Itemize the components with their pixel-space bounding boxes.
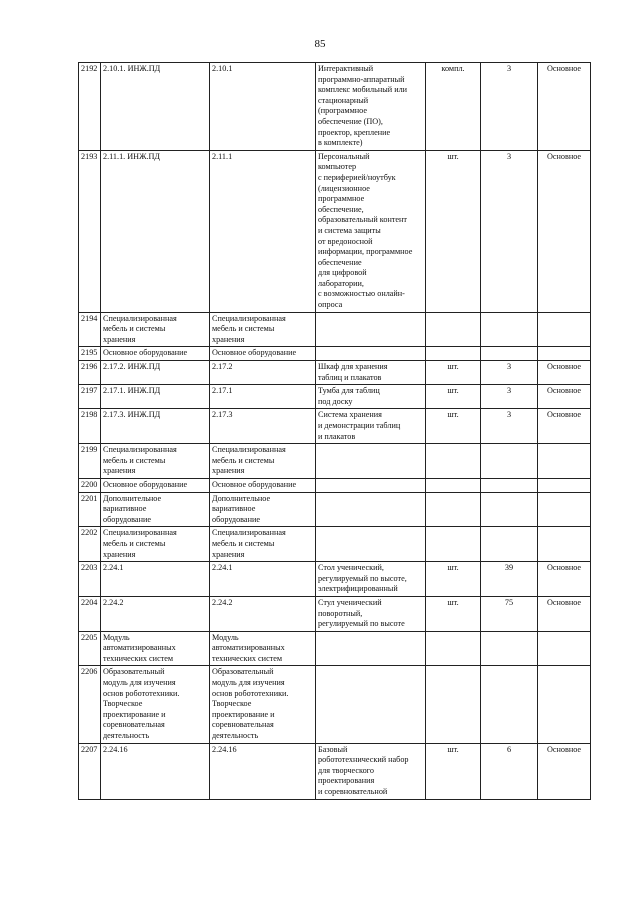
item-category: Основное xyxy=(538,150,591,312)
item-code: 2.24.16 xyxy=(101,743,210,799)
item-quantity: 3 xyxy=(481,63,538,151)
item-unit: шт. xyxy=(426,361,481,385)
item-code: Специализированная мебель и системы хранения xyxy=(101,527,210,562)
item-unit: компл. xyxy=(426,63,481,151)
item-name: Интерактивный программно-аппаратный комплекс мобильный или стационарный (программное обеспечение (ПО), проектор, крепление в комплекте) xyxy=(316,63,426,151)
item-quantity: 3 xyxy=(481,150,538,312)
table-row xyxy=(79,743,591,799)
item-code: 2.24.1 xyxy=(101,562,210,597)
item-name xyxy=(316,631,426,666)
table-row xyxy=(79,150,591,312)
item-quantity xyxy=(481,312,538,347)
item-code: Образовательный модуль для изучения основ робототехники. Творческое проектирование и соревновательная деятельность xyxy=(101,666,210,743)
item-category: Основное xyxy=(538,409,591,444)
item-quantity xyxy=(481,631,538,666)
item-code-short: 2.17.3 xyxy=(210,409,316,444)
item-name: Стол ученический, регулируемый по высоте, электрифицированный xyxy=(316,562,426,597)
table-row xyxy=(79,492,591,527)
item-quantity: 39 xyxy=(481,562,538,597)
item-quantity xyxy=(481,347,538,361)
table-row xyxy=(79,63,591,151)
item-code: Модуль автоматизированных технических систем xyxy=(101,631,210,666)
equipment-table xyxy=(78,62,591,800)
item-quantity xyxy=(481,478,538,492)
item-code-short: Специализированная мебель и системы хранения xyxy=(210,444,316,479)
row-number: 2200 xyxy=(79,478,101,492)
item-code: 2.24.2 xyxy=(101,596,210,631)
item-name xyxy=(316,312,426,347)
item-unit xyxy=(426,666,481,743)
item-code: Специализированная мебель и системы хранения xyxy=(101,444,210,479)
item-unit xyxy=(426,527,481,562)
item-code-short: Основное оборудование xyxy=(210,347,316,361)
table-row xyxy=(79,478,591,492)
item-name xyxy=(316,666,426,743)
item-unit xyxy=(426,631,481,666)
item-category: Основное xyxy=(538,743,591,799)
item-category xyxy=(538,631,591,666)
item-category: Основное xyxy=(538,63,591,151)
row-number: 2194 xyxy=(79,312,101,347)
row-number: 2198 xyxy=(79,409,101,444)
row-number: 2203 xyxy=(79,562,101,597)
item-quantity: 75 xyxy=(481,596,538,631)
item-name xyxy=(316,347,426,361)
item-name xyxy=(316,492,426,527)
row-number: 2207 xyxy=(79,743,101,799)
item-quantity: 3 xyxy=(481,385,538,409)
item-category: Основное xyxy=(538,385,591,409)
row-number: 2196 xyxy=(79,361,101,385)
item-code-short: 2.11.1 xyxy=(210,150,316,312)
table-row xyxy=(79,409,591,444)
table-row xyxy=(79,666,591,743)
table-row xyxy=(79,631,591,666)
table-row xyxy=(79,596,591,631)
item-name: Персональный компьютер с периферией/ноутбук (лицензионное программное обеспечение, образовательный контент и система защиты от вредоносной информации, программное обеспечение для цифровой лаборатории, с возможностью онлайн- опроса xyxy=(316,150,426,312)
item-unit: шт. xyxy=(426,743,481,799)
item-category xyxy=(538,347,591,361)
item-quantity: 6 xyxy=(481,743,538,799)
item-name: Система хранения и демонстрации таблиц и плакатов xyxy=(316,409,426,444)
item-name: Шкаф для хранения таблиц и плакатов xyxy=(316,361,426,385)
item-category: Основное xyxy=(538,562,591,597)
item-category xyxy=(538,527,591,562)
row-number: 2195 xyxy=(79,347,101,361)
item-unit: шт. xyxy=(426,150,481,312)
row-number: 2193 xyxy=(79,150,101,312)
row-number: 2204 xyxy=(79,596,101,631)
item-code: 2.17.2. ИНЖ.ПД xyxy=(101,361,210,385)
item-code-short: Специализированная мебель и системы хранения xyxy=(210,527,316,562)
item-name xyxy=(316,527,426,562)
item-category: Основное xyxy=(538,596,591,631)
item-unit xyxy=(426,478,481,492)
table-row xyxy=(79,527,591,562)
table-row xyxy=(79,385,591,409)
table-row xyxy=(79,347,591,361)
item-unit: шт. xyxy=(426,385,481,409)
item-quantity xyxy=(481,527,538,562)
item-code-short: 2.24.1 xyxy=(210,562,316,597)
item-code: Дополнительное вариативное оборудование xyxy=(101,492,210,527)
item-unit xyxy=(426,312,481,347)
item-code: 2.17.1. ИНЖ.ПД xyxy=(101,385,210,409)
item-code-short: Модуль автоматизированных технических систем xyxy=(210,631,316,666)
item-code: 2.11.1. ИНЖ.ПД xyxy=(101,150,210,312)
item-code-short: Образовательный модуль для изучения основ робототехники. Творческое проектирование и соревновательная деятельность xyxy=(210,666,316,743)
item-name: Базовый робототехнический набор для творческого проектирования и соревновательной xyxy=(316,743,426,799)
item-name xyxy=(316,478,426,492)
item-unit: шт. xyxy=(426,409,481,444)
item-code-short: Дополнительное вариативное оборудование xyxy=(210,492,316,527)
item-code-short: Специализированная мебель и системы хранения xyxy=(210,312,316,347)
item-code-short: 2.17.2 xyxy=(210,361,316,385)
item-unit xyxy=(426,347,481,361)
row-number: 2202 xyxy=(79,527,101,562)
item-name xyxy=(316,444,426,479)
item-code-short: 2.24.16 xyxy=(210,743,316,799)
row-number: 2205 xyxy=(79,631,101,666)
item-quantity: 3 xyxy=(481,409,538,444)
item-quantity xyxy=(481,666,538,743)
item-code-short: Основное оборудование xyxy=(210,478,316,492)
row-number: 2199 xyxy=(79,444,101,479)
item-unit: шт. xyxy=(426,562,481,597)
item-code-short: 2.10.1 xyxy=(210,63,316,151)
item-code: 2.17.3. ИНЖ.ПД xyxy=(101,409,210,444)
item-name: Тумба для таблиц под доску xyxy=(316,385,426,409)
item-unit: шт. xyxy=(426,596,481,631)
item-unit xyxy=(426,444,481,479)
item-category xyxy=(538,492,591,527)
item-quantity: 3 xyxy=(481,361,538,385)
item-quantity xyxy=(481,492,538,527)
item-category xyxy=(538,444,591,479)
item-code: Основное оборудование xyxy=(101,347,210,361)
table-row xyxy=(79,361,591,385)
item-category xyxy=(538,478,591,492)
item-code: Специализированная мебель и системы хранения xyxy=(101,312,210,347)
row-number: 2197 xyxy=(79,385,101,409)
item-category xyxy=(538,666,591,743)
row-number: 2192 xyxy=(79,63,101,151)
table-row xyxy=(79,562,591,597)
item-code: Основное оборудование xyxy=(101,478,210,492)
item-name: Стул ученический поворотный, регулируемый по высоте xyxy=(316,596,426,631)
item-unit xyxy=(426,492,481,527)
item-category xyxy=(538,312,591,347)
item-quantity xyxy=(481,444,538,479)
item-code-short: 2.17.1 xyxy=(210,385,316,409)
table-row xyxy=(79,312,591,347)
table-row xyxy=(79,444,591,479)
item-code-short: 2.24.2 xyxy=(210,596,316,631)
row-number: 2201 xyxy=(79,492,101,527)
row-number: 2206 xyxy=(79,666,101,743)
page-number: 85 xyxy=(314,38,326,50)
item-category: Основное xyxy=(538,361,591,385)
item-code: 2.10.1. ИНЖ.ПД xyxy=(101,63,210,151)
